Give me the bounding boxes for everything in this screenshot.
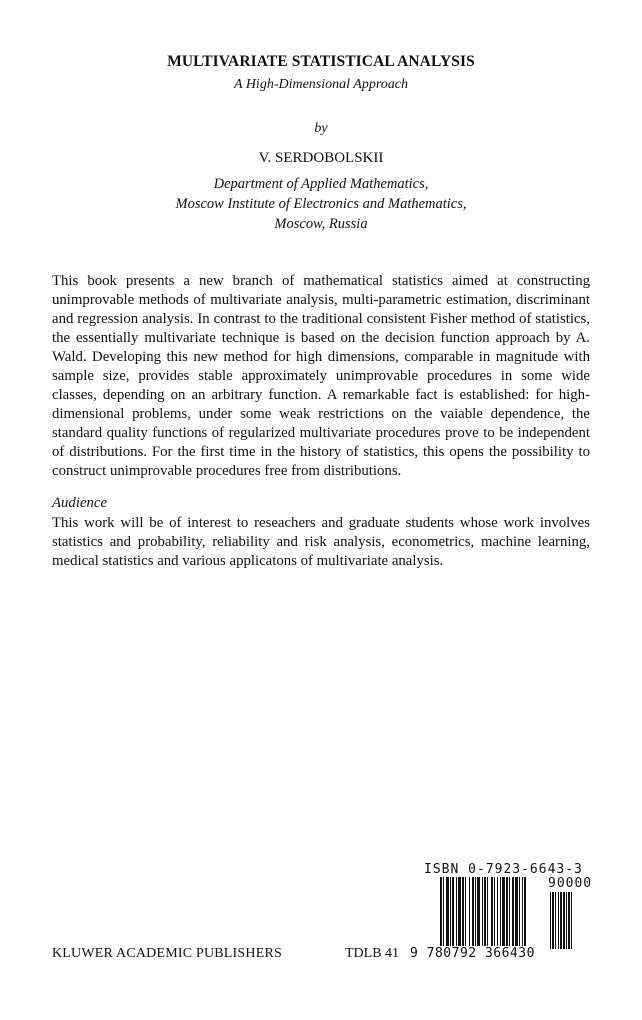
price-bar [555,892,556,949]
barcode-bar [515,877,518,949]
barcode-bar [524,877,526,949]
affiliation-line: Moscow, Russia [274,216,368,232]
price-bar [558,892,559,949]
price-bar [566,892,567,949]
barcode-bar [472,877,474,949]
barcode-bar [469,877,470,949]
price-bar [563,892,565,949]
barcode-bar [487,877,488,949]
barcode-bar [494,877,495,949]
affiliation-line: Department of Applied Mathematics, [213,176,429,192]
barcode-bar [475,877,476,949]
price-bars [550,892,572,949]
price-bar [571,892,572,949]
book-description: This book presents a new branch of mathematical statistics aimed at constructing unimprovable methods of multivariate analysis, multi-parametric estimation, discriminant and regression analysis. In contrast to the traditional consistent Fisher method of statistics, the essentially multivariate technique is based on the decision function approach by A. Wald. Developing this new method for high dimensions, comparable in magnitude with sample size, provides stable approximately unimprovable procedures in some wide classes, depending on an arbitrary function. A remarkable fact is established: for high-dimensional problems, under some weak restrictions on the vaiable dependence, the standard quality functions of regularized multivariate procedures prove to be independent of distributions. For the first time in the history of statistics, this opens the possibility to construct unimprovable procedures free from distributions. [52,273,590,479]
audience-text: This work will be of interest to reseachers and graduate students whose work involves statistics and probability, reliability and risk analysis, econometrics, machine learning, medical statistics and various applicatons of multivariate analysis. [52,515,590,569]
isbn-barcode [410,862,593,968]
barcode-bar [458,877,461,949]
audience-heading: Audience [52,495,108,511]
barcode-bar [497,877,498,949]
barcode-bar [462,877,464,949]
publisher-name: KLUWER ACADEMIC PUBLISHERS [52,946,282,961]
barcode-bar [502,877,505,949]
author-name: V. SERDOBOLSKII [258,150,384,166]
barcode-bar [484,877,486,949]
barcode-bar [522,877,523,949]
barcode-bar [482,877,483,949]
barcode-bar [450,877,451,949]
barcode-bar [456,877,457,949]
isbn-number: ISBN 0-7923-6643-3 [424,862,583,877]
barcode-bar [477,877,480,949]
price-bar [568,892,570,949]
barcode-bar [500,877,501,949]
by-label: by [314,121,328,136]
price-bar [552,892,554,949]
price-bar [560,892,562,949]
barcode-bar [491,877,493,949]
barcode-bar [446,877,449,949]
barcode-bar [443,877,444,949]
price-code: 90000 [548,876,593,891]
barcode-bar [512,877,514,949]
barcode-bar [465,877,466,949]
ean-number: 9 780792 366430 [410,946,535,961]
price-bar [550,892,551,949]
series-code: TDLB 41 [345,946,400,961]
ean-bars [440,877,526,949]
book-subtitle: A High-Dimensional Approach [234,77,408,92]
affiliation-line: Moscow Institute of Electronics and Mathematics, [175,196,467,212]
barcode-bar [440,877,442,949]
barcode-bar [452,877,454,949]
barcode-bar [519,877,520,949]
barcode-bar [506,877,508,949]
book-title: MULTIVARIATE STATISTICAL ANALYSIS [167,53,475,70]
barcode-bar [509,877,510,949]
